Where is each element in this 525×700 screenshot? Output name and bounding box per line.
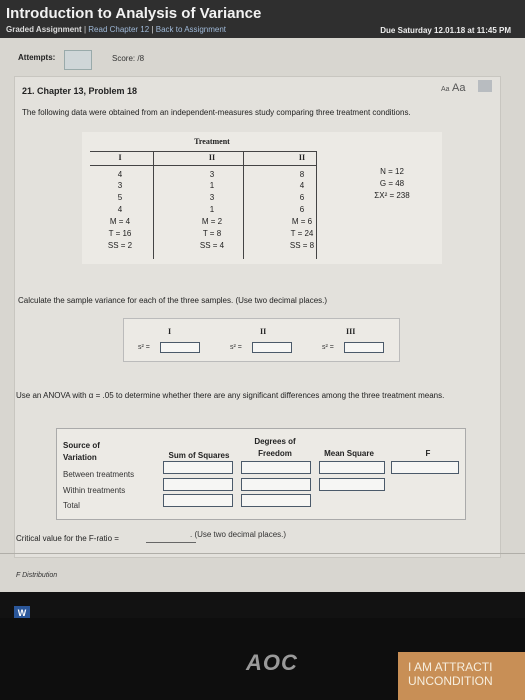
critical-value-input[interactable] — [146, 542, 196, 543]
df-between-input[interactable] — [241, 461, 311, 474]
variance-prompt: Calculate the sample variance for each of the three samples. (Use two decimal places.) — [18, 296, 328, 305]
variance-label-3: III — [346, 327, 356, 336]
mean-cell: M = 6 — [291, 217, 313, 226]
source-header-1: Source of — [63, 441, 100, 450]
assignment-header — [0, 0, 525, 38]
read-chapter-link[interactable]: Read Chapter 12 — [88, 25, 150, 34]
cell: 3 — [209, 170, 215, 179]
taskbar — [0, 592, 525, 618]
score-label: Score: — [112, 54, 136, 63]
s2-label-3: s² = — [322, 344, 334, 351]
summary-sumx2: ΣX² = 238 — [374, 191, 410, 200]
ss-within-input[interactable] — [163, 478, 233, 491]
sticker-line-2: UNCONDITION — [408, 674, 493, 688]
font-small-button[interactable]: Aa — [441, 86, 450, 93]
f-distribution-link[interactable]: F Distribution — [16, 572, 58, 579]
mean-cell: M = 2 — [201, 217, 223, 226]
total-cell: T = 24 — [290, 229, 314, 238]
treatment-label: Treatment — [194, 137, 230, 146]
f-ratio-input[interactable] — [391, 461, 459, 474]
row-between: Between treatments — [63, 470, 135, 479]
monitor-logo: AOC — [246, 650, 298, 675]
column-divider — [243, 151, 244, 259]
sticker-line-1: I AM ATTRACTI — [408, 660, 493, 674]
ss-between-input[interactable] — [163, 461, 233, 474]
score-display — [112, 54, 144, 63]
row-within: Within treatments — [63, 486, 126, 495]
total-cell: T = 8 — [202, 229, 222, 238]
font-large-button[interactable]: Aa — [452, 82, 466, 94]
mean-cell: M = 4 — [109, 217, 131, 226]
page-title: Introduction to Analysis of Variance — [6, 5, 262, 22]
ms-header: Mean Square — [324, 449, 374, 458]
summary-n: N = 12 — [380, 167, 404, 176]
variance-label-2: II — [260, 327, 267, 336]
critical-value-note: . (Use two decimal places.) — [190, 530, 287, 539]
total-cell: T = 16 — [108, 229, 132, 238]
row-total: Total — [63, 501, 80, 510]
ss-cell: SS = 4 — [199, 241, 225, 250]
cell: 5 — [117, 193, 123, 202]
variance-panel — [123, 318, 400, 362]
breadcrumb: Graded Assignment | Read Chapter 12 | Back to Assignment — [6, 25, 227, 34]
cell: 3 — [117, 181, 123, 190]
attempts-label: Attempts: — [18, 53, 56, 62]
cell: 8 — [299, 170, 305, 179]
score-value: /8 — [137, 54, 145, 63]
attempts-box — [64, 50, 92, 70]
f-header: F — [425, 449, 431, 458]
cell: 1 — [209, 181, 215, 190]
column-divider — [316, 151, 317, 259]
due-date: Due Saturday 12.01.18 at 11:45 PM — [380, 26, 511, 35]
summary-g: G = 48 — [379, 179, 405, 188]
variance-input-1[interactable] — [160, 342, 200, 353]
ms-between-input[interactable] — [319, 461, 385, 474]
question-title: 21. Chapter 13, Problem 18 — [22, 86, 138, 96]
ms-within-input[interactable] — [319, 478, 385, 491]
cell: 4 — [117, 170, 123, 179]
divider — [0, 553, 525, 554]
df-header-1: Degrees of — [254, 437, 296, 446]
calculator-icon[interactable] — [478, 80, 492, 92]
col-header-1: I — [118, 153, 122, 162]
col-header-2: II — [208, 153, 216, 162]
data-table — [82, 132, 442, 264]
cell: 6 — [299, 205, 305, 214]
source-header-2: Variation — [63, 453, 97, 462]
df-header-2: Freedom — [258, 449, 292, 458]
col-header-3: II — [298, 153, 306, 162]
ss-cell: SS = 2 — [107, 241, 133, 250]
variance-label-1: I — [168, 327, 172, 336]
df-within-input[interactable] — [241, 478, 311, 491]
cell: 4 — [299, 181, 305, 190]
word-icon[interactable]: W — [14, 606, 30, 620]
table-rule-top — [90, 151, 316, 152]
ss-header: Sum of Squares — [168, 451, 230, 460]
assignment-type: Graded Assignment — [6, 25, 82, 34]
variance-input-2[interactable] — [252, 342, 292, 353]
cell: 3 — [209, 193, 215, 202]
variance-input-3[interactable] — [344, 342, 384, 353]
font-size-control[interactable] — [441, 82, 465, 94]
sticker-text — [408, 660, 493, 688]
cell: 6 — [299, 193, 305, 202]
back-to-assignment-link[interactable]: Back to Assignment — [155, 25, 227, 34]
ss-cell: SS = 8 — [289, 241, 315, 250]
column-divider — [153, 151, 154, 259]
anova-prompt: Use an ANOVA with α = .05 to determine whether there are any significant differences among the three treatment means. — [16, 391, 445, 400]
df-total-input[interactable] — [241, 494, 311, 507]
anova-table — [56, 428, 466, 520]
s2-label-2: s² = — [230, 344, 242, 351]
cell: 4 — [117, 205, 123, 214]
ss-total-input[interactable] — [163, 494, 233, 507]
s2-label-1: s² = — [138, 344, 150, 351]
question-intro: The following data were obtained from an independent-measures study comparing three treatment conditions. — [22, 108, 411, 117]
table-rule-mid — [90, 165, 316, 166]
cell: 1 — [209, 205, 215, 214]
critical-value-label: Critical value for the F-ratio = — [16, 534, 119, 543]
